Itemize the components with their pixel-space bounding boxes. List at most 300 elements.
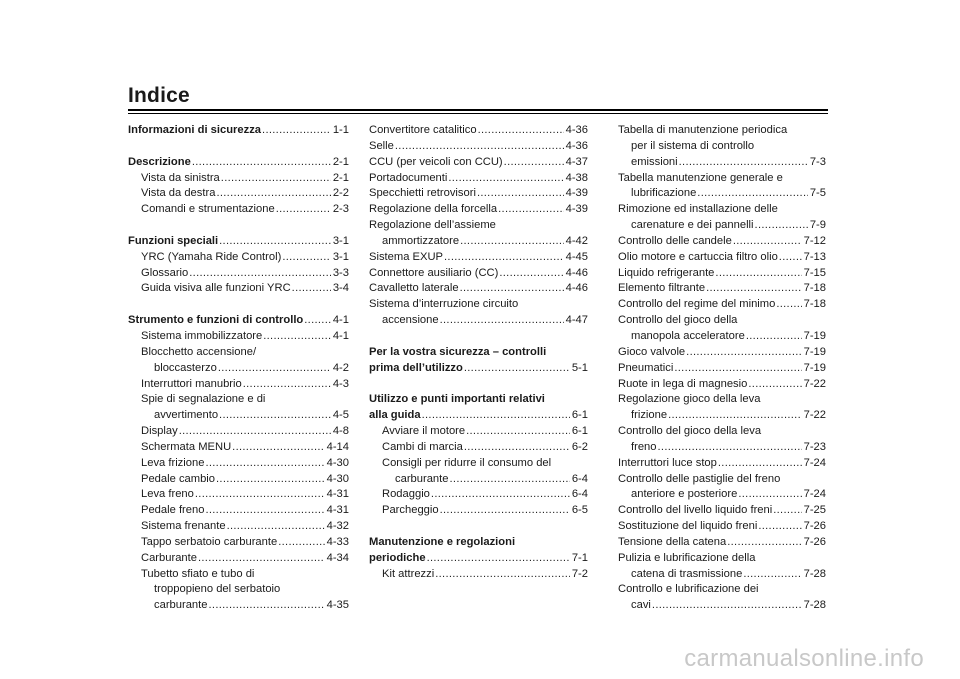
- toc-dot-leader: [715, 266, 801, 282]
- toc-entry[interactable]: [369, 202, 588, 218]
- toc-entry-title: Glossario: [141, 266, 189, 279]
- toc-page-number: 7-2: [571, 567, 588, 580]
- toc-page-number: 6-1: [571, 409, 588, 422]
- toc-page-number: 6-5: [571, 504, 588, 517]
- toc-page-number: 4-39: [565, 203, 588, 216]
- toc-page-number: 4-1: [332, 329, 349, 342]
- toc-entry: [618, 392, 826, 408]
- toc-dot-leader: [276, 202, 331, 218]
- toc-dot-leader: [422, 408, 570, 424]
- toc-entry[interactable]: [369, 266, 588, 282]
- toc-entry[interactable]: [128, 361, 349, 377]
- toc-entry[interactable]: [128, 329, 349, 345]
- toc-entry[interactable]: [618, 503, 826, 519]
- toc-entry-title: Pedale freno: [141, 504, 205, 517]
- toc-entry-title: Controllo delle candele: [618, 234, 732, 247]
- toc-section-entry: [369, 535, 588, 551]
- toc-page-number: 5-1: [571, 361, 588, 374]
- toc-section-entry[interactable]: [128, 234, 349, 250]
- toc-entry[interactable]: [618, 155, 826, 171]
- toc-dot-leader: [478, 123, 564, 139]
- toc-page-number: 2-1: [332, 155, 349, 168]
- toc-dot-leader: [278, 535, 324, 551]
- toc-page-number: 7-26: [803, 535, 826, 548]
- toc-dot-leader: [746, 329, 802, 345]
- toc-dot-leader: [192, 155, 331, 171]
- toc-entry-title: Per la vostra sicurezza – controlli: [369, 345, 547, 358]
- toc-page-number: 7-5: [809, 187, 826, 200]
- toc-page-number: 4-35: [326, 599, 349, 612]
- toc-entry-title: Tabella manutenzione generale e: [618, 171, 783, 184]
- toc-entry-title: avvertimento: [154, 409, 219, 422]
- toc-page-number: 3-1: [332, 250, 349, 263]
- toc-entry-title: Guida visiva alle funzioni YRC: [141, 282, 291, 295]
- toc-entry-title: Sistema d’interruzione circuito: [369, 298, 519, 311]
- toc-entry[interactable]: [618, 377, 826, 393]
- toc-page-number: 7-18: [803, 282, 826, 295]
- toc-dot-leader: [743, 567, 801, 583]
- toc-dot-leader: [282, 250, 331, 266]
- toc-entry-title: Vista da destra: [141, 187, 216, 200]
- toc-gap: [369, 329, 588, 345]
- toc-dot-leader: [674, 361, 801, 377]
- toc-entry-title: Schermata MENU: [141, 440, 232, 453]
- toc-dot-leader: [652, 598, 802, 614]
- toc-entry[interactable]: [618, 266, 826, 282]
- toc-page-number: 4-5: [332, 409, 349, 422]
- toc-entry[interactable]: [369, 171, 588, 187]
- toc-entry-title: frizione: [631, 409, 668, 422]
- toc-entry-title: Olio motore e cartuccia filtro olio: [618, 250, 778, 263]
- toc-entry[interactable]: [369, 281, 588, 297]
- toc-page-number: 7-28: [803, 567, 826, 580]
- toc-dot-leader: [668, 408, 802, 424]
- toc-entry: [128, 567, 349, 583]
- toc-entry-title: Elemento filtrante: [618, 282, 706, 295]
- toc-entry-title: Rimozione ed installazione delle: [618, 203, 778, 216]
- toc-entry[interactable]: [128, 440, 349, 456]
- toc-dot-leader: [733, 234, 802, 250]
- toc-page-number: 7-19: [803, 345, 826, 358]
- toc-entry[interactable]: [369, 234, 588, 250]
- toc-dot-leader: [477, 186, 564, 202]
- toc-entry-title: periodiche: [369, 551, 426, 564]
- toc-dot-leader: [189, 266, 331, 282]
- toc-entry[interactable]: [128, 551, 349, 567]
- toc-entry-title: Sistema EXUP: [369, 250, 443, 263]
- toc-page-number: 7-12: [803, 234, 826, 247]
- toc-entry-title: Blocchetto accensione/: [141, 345, 257, 358]
- toc-entry[interactable]: [128, 487, 349, 503]
- toc-entry: [128, 392, 349, 408]
- toc-dot-leader: [263, 329, 331, 345]
- toc-page-number: 4-3: [332, 377, 349, 390]
- toc-dot-leader: [504, 155, 564, 171]
- toc-entry[interactable]: [369, 155, 588, 171]
- toc-entry-title: cavi: [631, 599, 651, 612]
- toc-entry-title: Regolazione gioco della leva: [618, 393, 761, 406]
- toc-page-number: 4-30: [326, 472, 349, 485]
- toc-entry-title: accensione: [382, 314, 439, 327]
- toc-page-number: 4-32: [326, 520, 349, 533]
- toc-entry[interactable]: [128, 281, 349, 297]
- toc-dot-leader: [304, 313, 331, 329]
- toc-page-number: 4-33: [326, 535, 349, 548]
- toc-entry-title: ammortizzatore: [382, 234, 460, 247]
- toc-gap: [128, 218, 349, 234]
- toc-entry-title: Liquido refrigerante: [618, 266, 715, 279]
- toc-dot-leader: [498, 202, 563, 218]
- toc-page-number: 7-26: [803, 520, 826, 533]
- toc-page-number: 4-36: [565, 124, 588, 136]
- toc-entry-title: Controllo del gioco della: [618, 314, 738, 327]
- toc-page-number: 6-2: [571, 440, 588, 453]
- toc-entry[interactable]: [618, 598, 826, 614]
- toc-entry-title: Controllo del livello liquido freni: [618, 504, 773, 517]
- toc-entry-title: Informazioni di sicurezza: [128, 124, 262, 136]
- toc-entry[interactable]: [369, 139, 588, 155]
- toc-page-number: 4-14: [326, 440, 349, 453]
- toc-entry[interactable]: [369, 487, 588, 503]
- toc-page-number: 4-36: [565, 139, 588, 152]
- toc-entry-title: Regolazione dell’assieme: [369, 219, 496, 232]
- toc-entry[interactable]: [618, 408, 826, 424]
- toc-page-number: 6-1: [571, 425, 588, 438]
- toc-dot-leader: [706, 281, 802, 297]
- toc-entry[interactable]: [618, 234, 826, 250]
- toc-entry-title: prima dell’utilizzo: [369, 361, 463, 374]
- toc-entry: [618, 123, 826, 139]
- toc-entry-title: Parcheggio: [382, 504, 439, 517]
- toc-page-number: 4-38: [565, 171, 588, 184]
- toc-page-number: 4-47: [565, 314, 588, 327]
- toc-entry[interactable]: [128, 598, 349, 614]
- toc-entry[interactable]: [618, 487, 826, 503]
- toc-entry-title: troppopieno del serbatoio: [154, 583, 281, 596]
- toc-dot-leader: [179, 424, 331, 440]
- toc-page-number: 4-45: [565, 250, 588, 263]
- page-title: Indice: [128, 84, 190, 107]
- toc-section-entry[interactable]: [369, 551, 588, 567]
- toc-entry[interactable]: [369, 123, 588, 139]
- toc-entry-title: Controllo e lubrificazione dei: [618, 583, 759, 596]
- toc-page-number: 3-3: [332, 266, 349, 279]
- watermark: carmanualsonline.info: [684, 645, 924, 672]
- title-rule-thin: [128, 113, 828, 114]
- toc-entry[interactable]: [369, 472, 588, 488]
- toc-dot-leader: [450, 472, 570, 488]
- toc-dot-leader: [205, 503, 324, 519]
- toc-entry: [369, 218, 588, 234]
- toc-dot-leader: [755, 218, 808, 234]
- toc-dot-leader: [216, 472, 325, 488]
- toc-entry-title: Sistema frenante: [141, 520, 226, 533]
- toc-entry[interactable]: [618, 281, 826, 297]
- toc-entry[interactable]: [618, 519, 826, 535]
- toc-section-entry[interactable]: [128, 155, 349, 171]
- toc-dot-leader: [679, 155, 808, 171]
- toc-entry-title: Tubetto sfiato e tubo di: [141, 567, 255, 580]
- toc-entry-title: Leva frizione: [141, 456, 205, 469]
- toc-entry-title: Strumento e funzioni di controllo: [128, 314, 304, 327]
- toc-entry-title: Portadocumenti: [369, 171, 448, 184]
- toc-entry-title: Rodaggio: [382, 488, 430, 501]
- toc-dot-leader: [466, 424, 570, 440]
- toc-gap: [369, 519, 588, 535]
- toc-dot-leader: [292, 281, 331, 297]
- toc-entry-title: Spie di segnalazione e di: [141, 393, 266, 406]
- toc-entry-title: Specchietti retrovisori: [369, 187, 476, 200]
- toc-entry-title: Pulizia e lubrificazione della: [618, 551, 756, 564]
- toc-dot-leader: [658, 440, 802, 456]
- toc-page-number: 7-24: [803, 456, 826, 469]
- toc-entry[interactable]: [369, 313, 588, 329]
- toc-column-2: [369, 123, 588, 582]
- toc-entry[interactable]: [128, 377, 349, 393]
- toc-entry[interactable]: [369, 424, 588, 440]
- toc-entry-title: Controllo del gioco della leva: [618, 425, 762, 438]
- toc-entry-title: Gioco valvole: [618, 345, 686, 358]
- toc-entry[interactable]: [369, 250, 588, 266]
- toc-dot-leader: [758, 519, 801, 535]
- toc-entry[interactable]: [618, 361, 826, 377]
- toc-page-number: 7-3: [809, 155, 826, 168]
- toc-page-number: 4-39: [565, 187, 588, 200]
- toc-page-number: 1-1: [332, 124, 349, 136]
- toc-page-number: 7-23: [803, 440, 826, 453]
- toc-entry-title: Sostituzione del liquido freni: [618, 520, 758, 533]
- toc-dot-leader: [262, 123, 331, 139]
- toc-entry: [369, 297, 588, 313]
- toc-entry-title: Carburante: [141, 551, 197, 564]
- toc-gap: [128, 139, 349, 155]
- toc-entry-title: CCU (per veicoli con CCU): [369, 155, 503, 168]
- toc-entry-title: emissioni: [631, 155, 678, 168]
- toc-entry-title: Leva freno: [141, 488, 194, 501]
- toc-entry-title: Avviare il motore: [382, 425, 466, 438]
- toc-page-number: 7-22: [803, 377, 826, 390]
- toc-entry: [128, 582, 349, 598]
- toc-page-number: 4-2: [332, 361, 349, 374]
- toc-page-number: 7-22: [803, 409, 826, 422]
- toc-section-entry: [369, 392, 588, 408]
- toc-dot-leader: [444, 250, 564, 266]
- toc-entry-title: Cambi di marcia: [382, 440, 463, 453]
- toc-entry[interactable]: [618, 440, 826, 456]
- toc-entry-title: carburante: [154, 599, 208, 612]
- toc-page-number: 2-3: [332, 203, 349, 216]
- toc-entry-title: YRC (Yamaha Ride Control): [141, 250, 282, 263]
- toc-page-number: 7-15: [803, 266, 826, 279]
- toc-page-number: 4-8: [332, 425, 349, 438]
- toc-entry-title: lubrificazione: [631, 187, 697, 200]
- toc-page-number: 4-46: [565, 282, 588, 295]
- toc-column-3: [618, 123, 826, 614]
- toc-entry-title: Descrizione: [128, 155, 191, 168]
- toc-dot-leader: [697, 186, 808, 202]
- toc-entry-title: Consigli per ridurre il consumo del: [382, 456, 552, 469]
- toc-dot-leader: [464, 440, 570, 456]
- toc-dot-leader: [198, 551, 325, 567]
- toc-entry-title: Cavalletto laterale: [369, 282, 459, 295]
- toc-entry-title: manopola acceleratore: [631, 329, 745, 342]
- toc-page-number: 7-28: [803, 599, 826, 612]
- toc-page-number: 4-34: [326, 551, 349, 564]
- toc-page-number: 7-25: [803, 504, 826, 517]
- toc-entry[interactable]: [369, 567, 588, 583]
- toc-dot-leader: [779, 250, 802, 266]
- toc-dot-leader: [227, 519, 325, 535]
- toc-dot-leader: [499, 266, 563, 282]
- toc-entry-title: carburante: [395, 472, 449, 485]
- toc-page-number: 3-1: [332, 234, 349, 247]
- toc-dot-leader: [460, 281, 564, 297]
- toc-entry: [618, 202, 826, 218]
- toc-page-number: 7-18: [803, 298, 826, 311]
- toc-entry-title: Interruttori luce stop: [618, 456, 717, 469]
- toc-entry-title: Controllo delle pastiglie del freno: [618, 472, 781, 485]
- toc-entry-title: alla guida: [369, 409, 421, 422]
- toc-page-number: 7-24: [803, 488, 826, 501]
- toc-entry-title: catena di trasmissione: [631, 567, 743, 580]
- toc-entry-title: Display: [141, 425, 178, 438]
- toc-entry-title: anteriore e posteriore: [631, 488, 738, 501]
- toc-entry[interactable]: [128, 472, 349, 488]
- toc-dot-leader: [395, 139, 564, 155]
- toc-dot-leader: [773, 503, 801, 519]
- toc-dot-leader: [435, 567, 570, 583]
- toc-entry: [618, 472, 826, 488]
- toc-page-number: 3-4: [332, 282, 349, 295]
- toc-entry[interactable]: [618, 456, 826, 472]
- toc-gap: [128, 297, 349, 313]
- toc-entry[interactable]: [618, 329, 826, 345]
- toc-section-entry[interactable]: [128, 123, 349, 139]
- toc-dot-leader: [440, 313, 564, 329]
- toc-dot-leader: [243, 377, 331, 393]
- toc-entry[interactable]: [128, 456, 349, 472]
- toc-entry-title: bloccasterzo: [154, 361, 217, 374]
- toc-entry-title: Tabella di manutenzione periodica: [618, 124, 788, 136]
- toc-entry-title: Sistema immobilizzatore: [141, 329, 263, 342]
- toc-entry: [618, 313, 826, 329]
- toc-entry-title: freno: [631, 440, 657, 453]
- toc-entry[interactable]: [128, 202, 349, 218]
- toc-entry-title: Funzioni speciali: [128, 234, 219, 247]
- toc-dot-leader: [431, 487, 570, 503]
- toc-entry[interactable]: [369, 186, 588, 202]
- toc-entry[interactable]: [618, 535, 826, 551]
- toc-entry[interactable]: [128, 186, 349, 202]
- toc-dot-leader: [219, 234, 331, 250]
- toc-page-number: 2-1: [332, 171, 349, 184]
- toc-entry[interactable]: [618, 345, 826, 361]
- toc-entry-title: Interruttori manubrio: [141, 377, 242, 390]
- toc-page-number: 6-4: [571, 488, 588, 501]
- toc-entry[interactable]: [128, 171, 349, 187]
- toc-entry-title: Kit attrezzi: [382, 567, 435, 580]
- toc-dot-leader: [209, 598, 325, 614]
- toc-section-entry: [369, 345, 588, 361]
- toc-entry[interactable]: [128, 266, 349, 282]
- toc-entry-title: Ruote in lega di magnesio: [618, 377, 748, 390]
- toc-entry-title: Utilizzo e punti importanti relativi: [369, 393, 545, 406]
- toc-page-number: 7-13: [803, 250, 826, 263]
- toc-page-number: 2-2: [332, 187, 349, 200]
- toc-dot-leader: [686, 345, 801, 361]
- title-rule-thick: [128, 109, 828, 111]
- toc-entry[interactable]: [618, 567, 826, 583]
- toc-dot-leader: [776, 297, 801, 313]
- toc-entry-title: Convertitore catalitico: [369, 124, 477, 136]
- toc-entry[interactable]: [128, 519, 349, 535]
- toc-section-entry[interactable]: [369, 361, 588, 377]
- toc-entry[interactable]: [369, 440, 588, 456]
- toc-dot-leader: [221, 171, 331, 187]
- toc-entry[interactable]: [128, 535, 349, 551]
- toc-dot-leader: [216, 186, 330, 202]
- toc-entry-title: Pedale cambio: [141, 472, 216, 485]
- toc-column-1: [128, 123, 349, 614]
- toc-entry: [128, 345, 349, 361]
- toc-page-number: 7-1: [571, 551, 588, 564]
- toc-entry[interactable]: [128, 250, 349, 266]
- toc-page-number: 4-46: [565, 266, 588, 279]
- toc-dot-leader: [218, 361, 331, 377]
- toc-entry-title: Controllo del regime del minimo: [618, 298, 776, 311]
- toc-page-number: 4-31: [326, 504, 349, 517]
- toc-page-number: 4-37: [565, 155, 588, 168]
- toc-entry[interactable]: [618, 218, 826, 234]
- toc-page-number: 6-4: [571, 472, 588, 485]
- toc-entry-title: Vista da sinistra: [141, 171, 220, 184]
- toc-entry-title: Comandi e strumentazione: [141, 203, 275, 216]
- toc-dot-leader: [464, 361, 570, 377]
- toc-page-number: 7-9: [809, 219, 826, 232]
- toc-dot-leader: [205, 456, 324, 472]
- toc-entry: [618, 582, 826, 598]
- toc-entry[interactable]: [128, 408, 349, 424]
- toc-entry[interactable]: [618, 250, 826, 266]
- toc-dot-leader: [219, 408, 331, 424]
- toc-entry[interactable]: [128, 424, 349, 440]
- toc-dot-leader: [460, 234, 564, 250]
- toc-entry[interactable]: [128, 503, 349, 519]
- toc-page-number: 7-19: [803, 361, 826, 374]
- toc-gap: [369, 377, 588, 393]
- toc-entry: [618, 424, 826, 440]
- toc-entry-title: Tappo serbatoio carburante: [141, 535, 278, 548]
- toc-dot-leader: [440, 503, 570, 519]
- toc-entry[interactable]: [618, 297, 826, 313]
- toc-entry-title: Pneumatici: [618, 361, 674, 374]
- toc-page-number: 7-19: [803, 329, 826, 342]
- toc-entry-title: carenature e dei pannelli: [631, 219, 754, 232]
- toc-dot-leader: [738, 487, 801, 503]
- toc-dot-leader: [727, 535, 801, 551]
- toc-entry-title: Regolazione della forcella: [369, 203, 498, 216]
- toc-page-number: 4-1: [332, 314, 349, 327]
- toc-entry[interactable]: [369, 503, 588, 519]
- toc-entry-title: Manutenzione e regolazioni: [369, 535, 516, 548]
- toc-dot-leader: [195, 487, 325, 503]
- toc-entry[interactable]: [618, 186, 826, 202]
- toc-dot-leader: [448, 171, 563, 187]
- toc-dot-leader: [232, 440, 324, 456]
- toc-section-entry[interactable]: [369, 408, 588, 424]
- toc-section-entry[interactable]: [128, 313, 349, 329]
- toc-dot-leader: [748, 377, 801, 393]
